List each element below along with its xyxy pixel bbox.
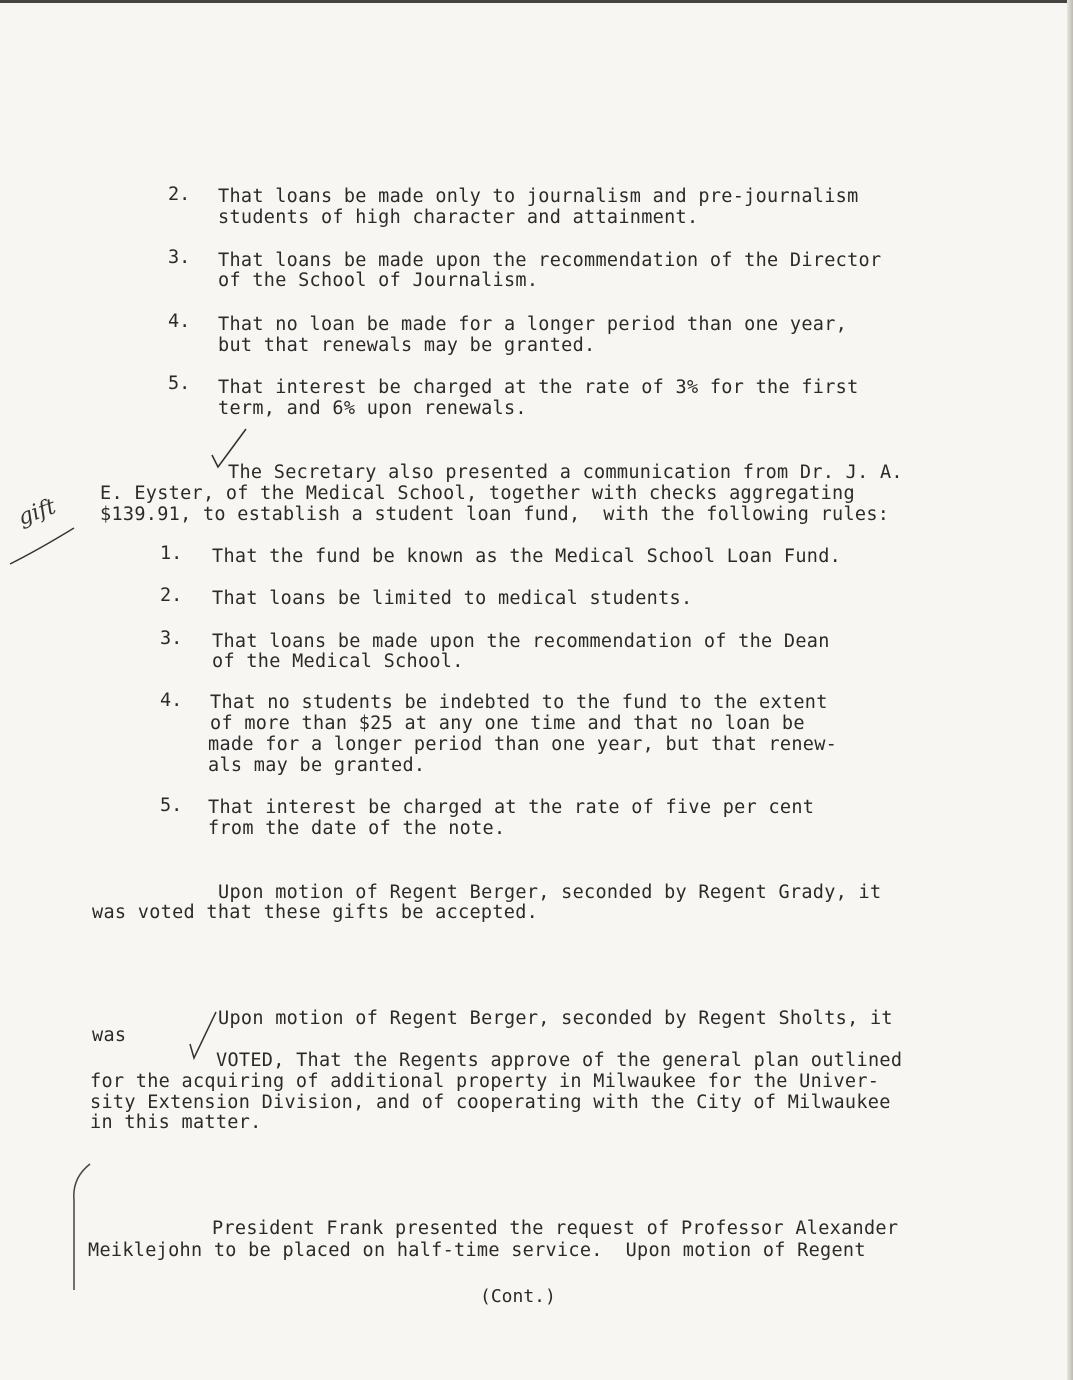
motion1-line: was voted that these gifts be accepted. xyxy=(92,902,539,923)
list2-line: That the fund be known as the Medical School Loan Fund. xyxy=(212,546,842,567)
list2-line: made for a longer period than one year, but that renew- xyxy=(208,734,838,755)
list1-line: term, and 6% upon renewals. xyxy=(218,398,527,419)
list2-line: That no students be indebted to the fund to the extent xyxy=(210,692,828,713)
list1-line: That no loan be made for a longer period than one year, xyxy=(218,314,848,335)
scan-top-edge xyxy=(0,0,1073,3)
voted-line: VOTED, That the Regents approve of the general plan outlined xyxy=(216,1050,903,1071)
margin-underline-icon xyxy=(8,520,78,570)
list2-line: That interest be charged at the rate of five per cent xyxy=(208,797,815,818)
list2-line: als may be granted. xyxy=(208,755,426,776)
list1-line: students of high character and attainment. xyxy=(218,207,699,228)
list1-line: That interest be charged at the rate of 3% for the first xyxy=(218,377,859,398)
list2-number: 3. xyxy=(160,628,183,649)
motion1-line: Upon motion of Regent Berger, seconded by Regent Grady, it xyxy=(218,882,882,903)
list1-line: but that renewals may be granted. xyxy=(218,335,596,356)
voted-line: in this matter. xyxy=(90,1112,262,1133)
motion2-line: Upon motion of Regent Berger, seconded by Regent Sholts, it xyxy=(218,1008,893,1029)
voted-line: sity Extension Division, and of cooperating with the City of Milwaukee xyxy=(90,1092,891,1113)
list2-number: 4. xyxy=(160,690,183,711)
check-mark-icon xyxy=(186,1008,220,1064)
list2-line: of more than $25 at any one time and that no loan be xyxy=(210,713,805,734)
list2-number: 1. xyxy=(160,543,183,564)
list2-number: 2. xyxy=(160,585,183,606)
list1-number: 3. xyxy=(168,247,191,268)
margin-note-handwriting: gift xyxy=(14,494,60,531)
continued-note: (Cont.) xyxy=(480,1286,556,1307)
list2-line: That loans be limited to medical students. xyxy=(212,588,693,609)
scan-right-edge xyxy=(1067,0,1073,1380)
list2-line: from the date of the note. xyxy=(208,818,506,839)
bracket-mark-icon xyxy=(60,1160,100,1310)
list2-line: of the Medical School. xyxy=(212,651,464,672)
secretary-line: E. Eyster, of the Medical School, together with checks aggregating xyxy=(100,483,855,504)
list2-line: That loans be made upon the recommendation of the Dean xyxy=(212,631,830,652)
president-line: Meiklejohn to be placed on half-time service. Upon motion of Regent xyxy=(88,1240,866,1261)
list1-line: That loans be made only to journalism and pre-journalism xyxy=(218,186,859,207)
list2-number: 5. xyxy=(160,795,183,816)
secretary-line: The Secretary also presented a communication from Dr. J. A. xyxy=(228,462,903,483)
secretary-line: $139.91, to establish a student loan fund, with the following rules: xyxy=(100,504,890,525)
list1-number: 5. xyxy=(168,373,191,394)
voted-line: for the acquiring of additional property in Milwaukee for the Univer- xyxy=(90,1071,880,1092)
list1-number: 2. xyxy=(168,184,191,205)
president-line: President Frank presented the request of Professor Alexander xyxy=(212,1218,899,1239)
list1-number: 4. xyxy=(168,311,191,332)
motion2-was: was xyxy=(92,1025,127,1046)
list1-line: That loans be made upon the recommendation of the Director xyxy=(218,250,882,271)
list1-line: of the School of Journalism. xyxy=(218,270,539,291)
